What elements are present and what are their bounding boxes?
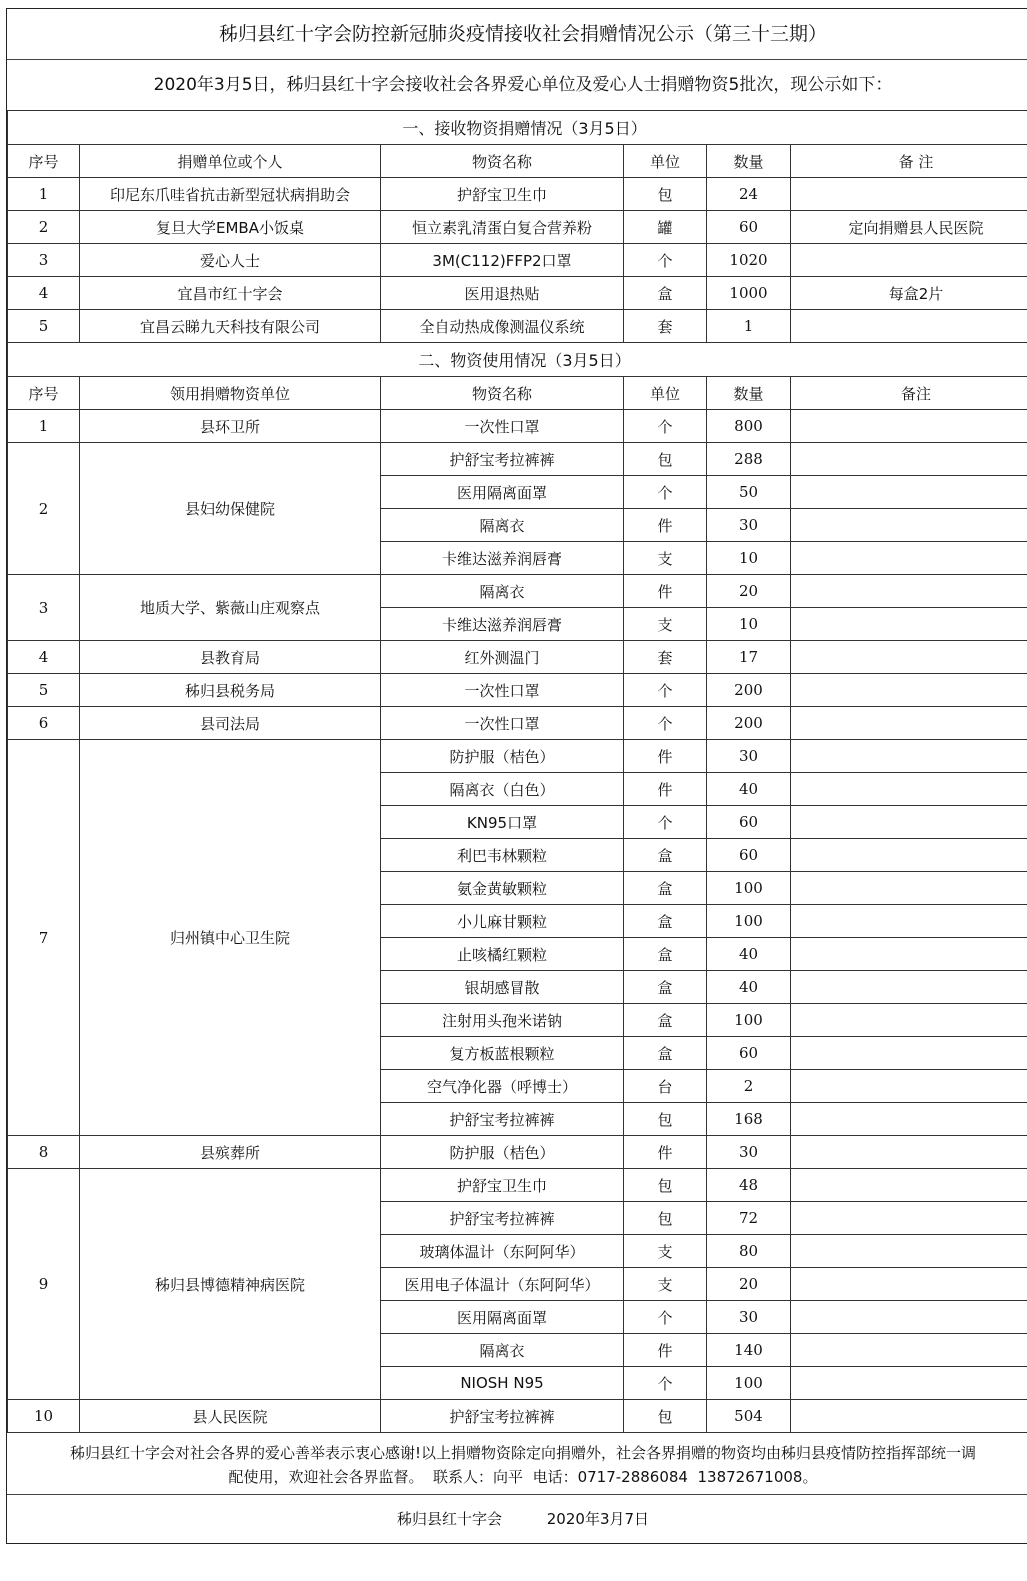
item-unit: 支 xyxy=(624,1268,707,1301)
row-no: 5 xyxy=(8,310,80,343)
item-note xyxy=(791,1301,1027,1334)
recipient-org: 县人民医院 xyxy=(80,1400,381,1433)
header-note: 备注 xyxy=(791,377,1027,410)
row-no: 4 xyxy=(8,277,80,310)
item-qty: 40 xyxy=(707,938,791,971)
item-name: 护舒宝卫生巾 xyxy=(381,1169,624,1202)
item-note xyxy=(791,806,1027,839)
thanks-line-2: 配使用，欢迎社会各界监督。 联系人：向平 电话：0717-2886084 13872671008。 xyxy=(228,1468,818,1486)
item-name: 隔离衣 xyxy=(381,575,624,608)
item-unit: 个 xyxy=(624,244,707,277)
header-qty: 数量 xyxy=(707,145,791,178)
section1-heading: 一、接收物资捐赠情况（3月5日） xyxy=(8,111,1027,145)
table-row xyxy=(8,443,1027,476)
item-note xyxy=(791,971,1027,1004)
item-name: 复方板蓝根颗粒 xyxy=(381,1037,624,1070)
notice-page xyxy=(6,8,1027,1544)
item-name: 医用隔离面罩 xyxy=(381,1301,624,1334)
item-note xyxy=(791,443,1027,476)
item-unit: 包 xyxy=(624,1202,707,1235)
row-no: 8 xyxy=(8,1136,80,1169)
item-qty: 288 xyxy=(707,443,791,476)
intro-text: 2020年3月5日，秭归县红十字会接收社会各界爱心单位及爱心人士捐赠物资5批次，现公示如下： xyxy=(153,75,893,95)
table-row xyxy=(8,1400,1027,1433)
item-qty: 24 xyxy=(707,178,791,211)
item-name: 全自动热成像测温仪系统 xyxy=(381,310,624,343)
item-note xyxy=(791,608,1027,641)
thanks-line-1: 秭归县红十字会对社会各界的爱心善举表示衷心感谢!以上捐赠物资除定向捐赠外，社会各界捐赠的物资均由秭归县疫情防控指挥部统一调 xyxy=(69,1444,977,1462)
item-unit: 个 xyxy=(624,476,707,509)
item-unit: 盒 xyxy=(624,1004,707,1037)
page-title: 秭归县红十字会防控新冠肺炎疫情接收社会捐赠情况公示（第三十三期） xyxy=(7,9,1027,60)
item-qty: 40 xyxy=(707,971,791,1004)
row-no: 10 xyxy=(8,1400,80,1433)
item-name: 医用退热贴 xyxy=(381,277,624,310)
item-qty: 72 xyxy=(707,1202,791,1235)
item-name: 护舒宝考拉裤裤 xyxy=(381,1202,624,1235)
header-unit: 单位 xyxy=(624,377,707,410)
item-note xyxy=(791,542,1027,575)
item-name: 医用电子体温计（东阿阿华） xyxy=(381,1268,624,1301)
notice-box xyxy=(6,8,1027,1544)
item-note xyxy=(791,1202,1027,1235)
item-note xyxy=(791,773,1027,806)
section-heading-row xyxy=(8,111,1027,145)
item-note xyxy=(791,1070,1027,1103)
item-qty: 80 xyxy=(707,1235,791,1268)
item-qty: 1000 xyxy=(707,277,791,310)
item-name: 玻璃体温计（东阿阿华） xyxy=(381,1235,624,1268)
item-unit: 支 xyxy=(624,1235,707,1268)
recipient-org: 秭归县博德精神病医院 xyxy=(80,1169,381,1400)
item-qty: 20 xyxy=(707,1268,791,1301)
item-name: 止咳橘红颗粒 xyxy=(381,938,624,971)
item-unit: 支 xyxy=(624,542,707,575)
item-qty: 30 xyxy=(707,1136,791,1169)
table-row xyxy=(8,410,1027,443)
item-name: 小儿麻甘颗粒 xyxy=(381,905,624,938)
item-name: 卡维达滋养润唇膏 xyxy=(381,608,624,641)
item-unit: 个 xyxy=(624,707,707,740)
row-no: 7 xyxy=(8,740,80,1136)
item-unit: 盒 xyxy=(624,277,707,310)
item-note: 定向捐赠县人民医院 xyxy=(791,211,1027,244)
item-qty: 30 xyxy=(707,1301,791,1334)
item-note xyxy=(791,1367,1027,1400)
donor-name: 宜昌云睇九天科技有限公司 xyxy=(80,310,381,343)
item-note xyxy=(791,641,1027,674)
item-name: 隔离衣 xyxy=(381,509,624,542)
item-unit: 支 xyxy=(624,608,707,641)
item-unit: 件 xyxy=(624,773,707,806)
item-note xyxy=(791,938,1027,971)
table-row xyxy=(8,277,1027,310)
donor-name: 爱心人士 xyxy=(80,244,381,277)
header-unit: 单位 xyxy=(624,145,707,178)
item-name: 隔离衣（白色） xyxy=(381,773,624,806)
recipient-org: 县司法局 xyxy=(80,707,381,740)
item-name: NIOSH N95 xyxy=(381,1367,624,1400)
item-qty: 2 xyxy=(707,1070,791,1103)
sign-date: 2020年3月7日 xyxy=(546,1510,650,1528)
item-note xyxy=(791,1037,1027,1070)
item-name: 护舒宝考拉裤裤 xyxy=(381,1400,624,1433)
item-note xyxy=(791,1103,1027,1136)
item-qty: 48 xyxy=(707,1169,791,1202)
item-unit: 包 xyxy=(624,443,707,476)
header-item: 物资名称 xyxy=(381,145,624,178)
row-no: 2 xyxy=(8,211,80,244)
item-name: 一次性口罩 xyxy=(381,674,624,707)
item-qty: 504 xyxy=(707,1400,791,1433)
item-name: 护舒宝考拉裤裤 xyxy=(381,1103,624,1136)
item-unit: 套 xyxy=(624,310,707,343)
table-row xyxy=(8,1169,1027,1202)
item-note xyxy=(791,740,1027,773)
table-row xyxy=(8,740,1027,773)
section-heading-row xyxy=(8,343,1027,377)
item-name: 一次性口罩 xyxy=(381,707,624,740)
item-unit: 盒 xyxy=(624,971,707,1004)
item-name: 恒立素乳清蛋白复合营养粉 xyxy=(381,211,624,244)
table-row xyxy=(8,641,1027,674)
item-note xyxy=(791,178,1027,211)
recipient-org: 县妇幼保健院 xyxy=(80,443,381,575)
item-qty: 10 xyxy=(707,542,791,575)
item-name: 氨金黄敏颗粒 xyxy=(381,872,624,905)
item-unit: 件 xyxy=(624,575,707,608)
item-note xyxy=(791,310,1027,343)
item-unit: 包 xyxy=(624,1400,707,1433)
item-qty: 60 xyxy=(707,806,791,839)
header-note: 备 注 xyxy=(791,145,1027,178)
item-qty: 60 xyxy=(707,211,791,244)
item-note xyxy=(791,674,1027,707)
item-unit: 个 xyxy=(624,1301,707,1334)
row-no: 6 xyxy=(8,707,80,740)
recipient-org: 地质大学、紫薇山庄观察点 xyxy=(80,575,381,641)
row-no: 4 xyxy=(8,641,80,674)
item-qty: 100 xyxy=(707,1367,791,1400)
recipient-org: 县殡葬所 xyxy=(80,1136,381,1169)
item-unit: 件 xyxy=(624,740,707,773)
item-qty: 100 xyxy=(707,905,791,938)
recipient-org: 归州镇中心卫生院 xyxy=(80,740,381,1136)
item-note xyxy=(791,575,1027,608)
table-row xyxy=(8,674,1027,707)
table-row xyxy=(8,178,1027,211)
header-org: 捐赠单位或个人 xyxy=(80,145,381,178)
row-no: 1 xyxy=(8,178,80,211)
thanks-note xyxy=(7,1433,1027,1495)
row-no: 5 xyxy=(8,674,80,707)
item-note xyxy=(791,839,1027,872)
item-name: 一次性口罩 xyxy=(381,410,624,443)
item-qty: 17 xyxy=(707,641,791,674)
item-qty: 168 xyxy=(707,1103,791,1136)
item-name: 空气净化器（呼博士） xyxy=(381,1070,624,1103)
table-header-row xyxy=(8,377,1027,410)
row-no: 3 xyxy=(8,244,80,277)
item-name: 隔离衣 xyxy=(381,1334,624,1367)
item-name: 防护服（桔色） xyxy=(381,1136,624,1169)
item-unit: 盒 xyxy=(624,1037,707,1070)
item-qty: 30 xyxy=(707,740,791,773)
item-qty: 200 xyxy=(707,707,791,740)
item-note xyxy=(791,410,1027,443)
item-name: 3M(C112)FFP2口罩 xyxy=(381,244,624,277)
item-qty: 1 xyxy=(707,310,791,343)
item-qty: 30 xyxy=(707,509,791,542)
donation-table xyxy=(7,110,1027,1433)
header-item: 物资名称 xyxy=(381,377,624,410)
item-note xyxy=(791,1268,1027,1301)
item-note xyxy=(791,244,1027,277)
item-qty: 60 xyxy=(707,1037,791,1070)
item-unit: 件 xyxy=(624,1334,707,1367)
item-unit: 个 xyxy=(624,1367,707,1400)
donor-name: 宜昌市红十字会 xyxy=(80,277,381,310)
item-qty: 40 xyxy=(707,773,791,806)
item-unit: 包 xyxy=(624,178,707,211)
table-body xyxy=(8,111,1027,1433)
row-no: 2 xyxy=(8,443,80,575)
table-row xyxy=(8,211,1027,244)
item-name: 银胡感冒散 xyxy=(381,971,624,1004)
item-qty: 60 xyxy=(707,839,791,872)
header-qty: 数量 xyxy=(707,377,791,410)
item-qty: 20 xyxy=(707,575,791,608)
item-unit: 盒 xyxy=(624,839,707,872)
table-row xyxy=(8,707,1027,740)
recipient-org: 秭归县税务局 xyxy=(80,674,381,707)
header-no: 序号 xyxy=(8,145,80,178)
item-unit: 包 xyxy=(624,1169,707,1202)
item-unit: 盒 xyxy=(624,938,707,971)
item-unit: 包 xyxy=(624,1103,707,1136)
item-note xyxy=(791,1235,1027,1268)
item-name: 注射用头孢米诺钠 xyxy=(381,1004,624,1037)
item-unit: 件 xyxy=(624,1136,707,1169)
item-note xyxy=(791,1400,1027,1433)
item-unit: 个 xyxy=(624,410,707,443)
table-row xyxy=(8,575,1027,608)
item-note xyxy=(791,509,1027,542)
item-unit: 台 xyxy=(624,1070,707,1103)
item-qty: 140 xyxy=(707,1334,791,1367)
item-qty: 50 xyxy=(707,476,791,509)
item-note xyxy=(791,707,1027,740)
item-name: 卡维达滋养润唇膏 xyxy=(381,542,624,575)
item-name: 利巴韦林颗粒 xyxy=(381,839,624,872)
row-no: 1 xyxy=(8,410,80,443)
header-org: 领用捐赠物资单位 xyxy=(80,377,381,410)
item-name: 医用隔离面罩 xyxy=(381,476,624,509)
item-qty: 200 xyxy=(707,674,791,707)
item-name: KN95口罩 xyxy=(381,806,624,839)
table-row xyxy=(8,310,1027,343)
item-unit: 件 xyxy=(624,509,707,542)
header-no: 序号 xyxy=(8,377,80,410)
item-note: 每盒2片 xyxy=(791,277,1027,310)
item-note xyxy=(791,1004,1027,1037)
item-qty: 10 xyxy=(707,608,791,641)
item-unit: 罐 xyxy=(624,211,707,244)
item-qty: 1020 xyxy=(707,244,791,277)
item-name: 红外测温门 xyxy=(381,641,624,674)
item-unit: 个 xyxy=(624,674,707,707)
table-header-row xyxy=(8,145,1027,178)
item-qty: 100 xyxy=(707,872,791,905)
signer-name: 秭归县红十字会 xyxy=(396,1510,502,1528)
item-qty: 800 xyxy=(707,410,791,443)
recipient-org: 县教育局 xyxy=(80,641,381,674)
item-note xyxy=(791,1334,1027,1367)
table-row xyxy=(8,1136,1027,1169)
item-name: 护舒宝考拉裤裤 xyxy=(381,443,624,476)
item-note xyxy=(791,1136,1027,1169)
item-unit: 盒 xyxy=(624,905,707,938)
item-note xyxy=(791,476,1027,509)
item-note xyxy=(791,905,1027,938)
item-unit: 个 xyxy=(624,806,707,839)
item-unit: 套 xyxy=(624,641,707,674)
recipient-org: 县环卫所 xyxy=(80,410,381,443)
item-note xyxy=(791,1169,1027,1202)
signature-line xyxy=(7,1495,1027,1543)
table-row xyxy=(8,244,1027,277)
donor-name: 印尼东爪哇省抗击新型冠状病捐助会 xyxy=(80,178,381,211)
item-unit: 盒 xyxy=(624,872,707,905)
row-no: 3 xyxy=(8,575,80,641)
section2-heading: 二、物资使用情况（3月5日） xyxy=(8,343,1027,377)
donor-name: 复旦大学EMBA小饭桌 xyxy=(80,211,381,244)
item-name: 防护服（桔色） xyxy=(381,740,624,773)
item-note xyxy=(791,872,1027,905)
item-qty: 100 xyxy=(707,1004,791,1037)
item-name: 护舒宝卫生巾 xyxy=(381,178,624,211)
row-no: 9 xyxy=(8,1169,80,1400)
